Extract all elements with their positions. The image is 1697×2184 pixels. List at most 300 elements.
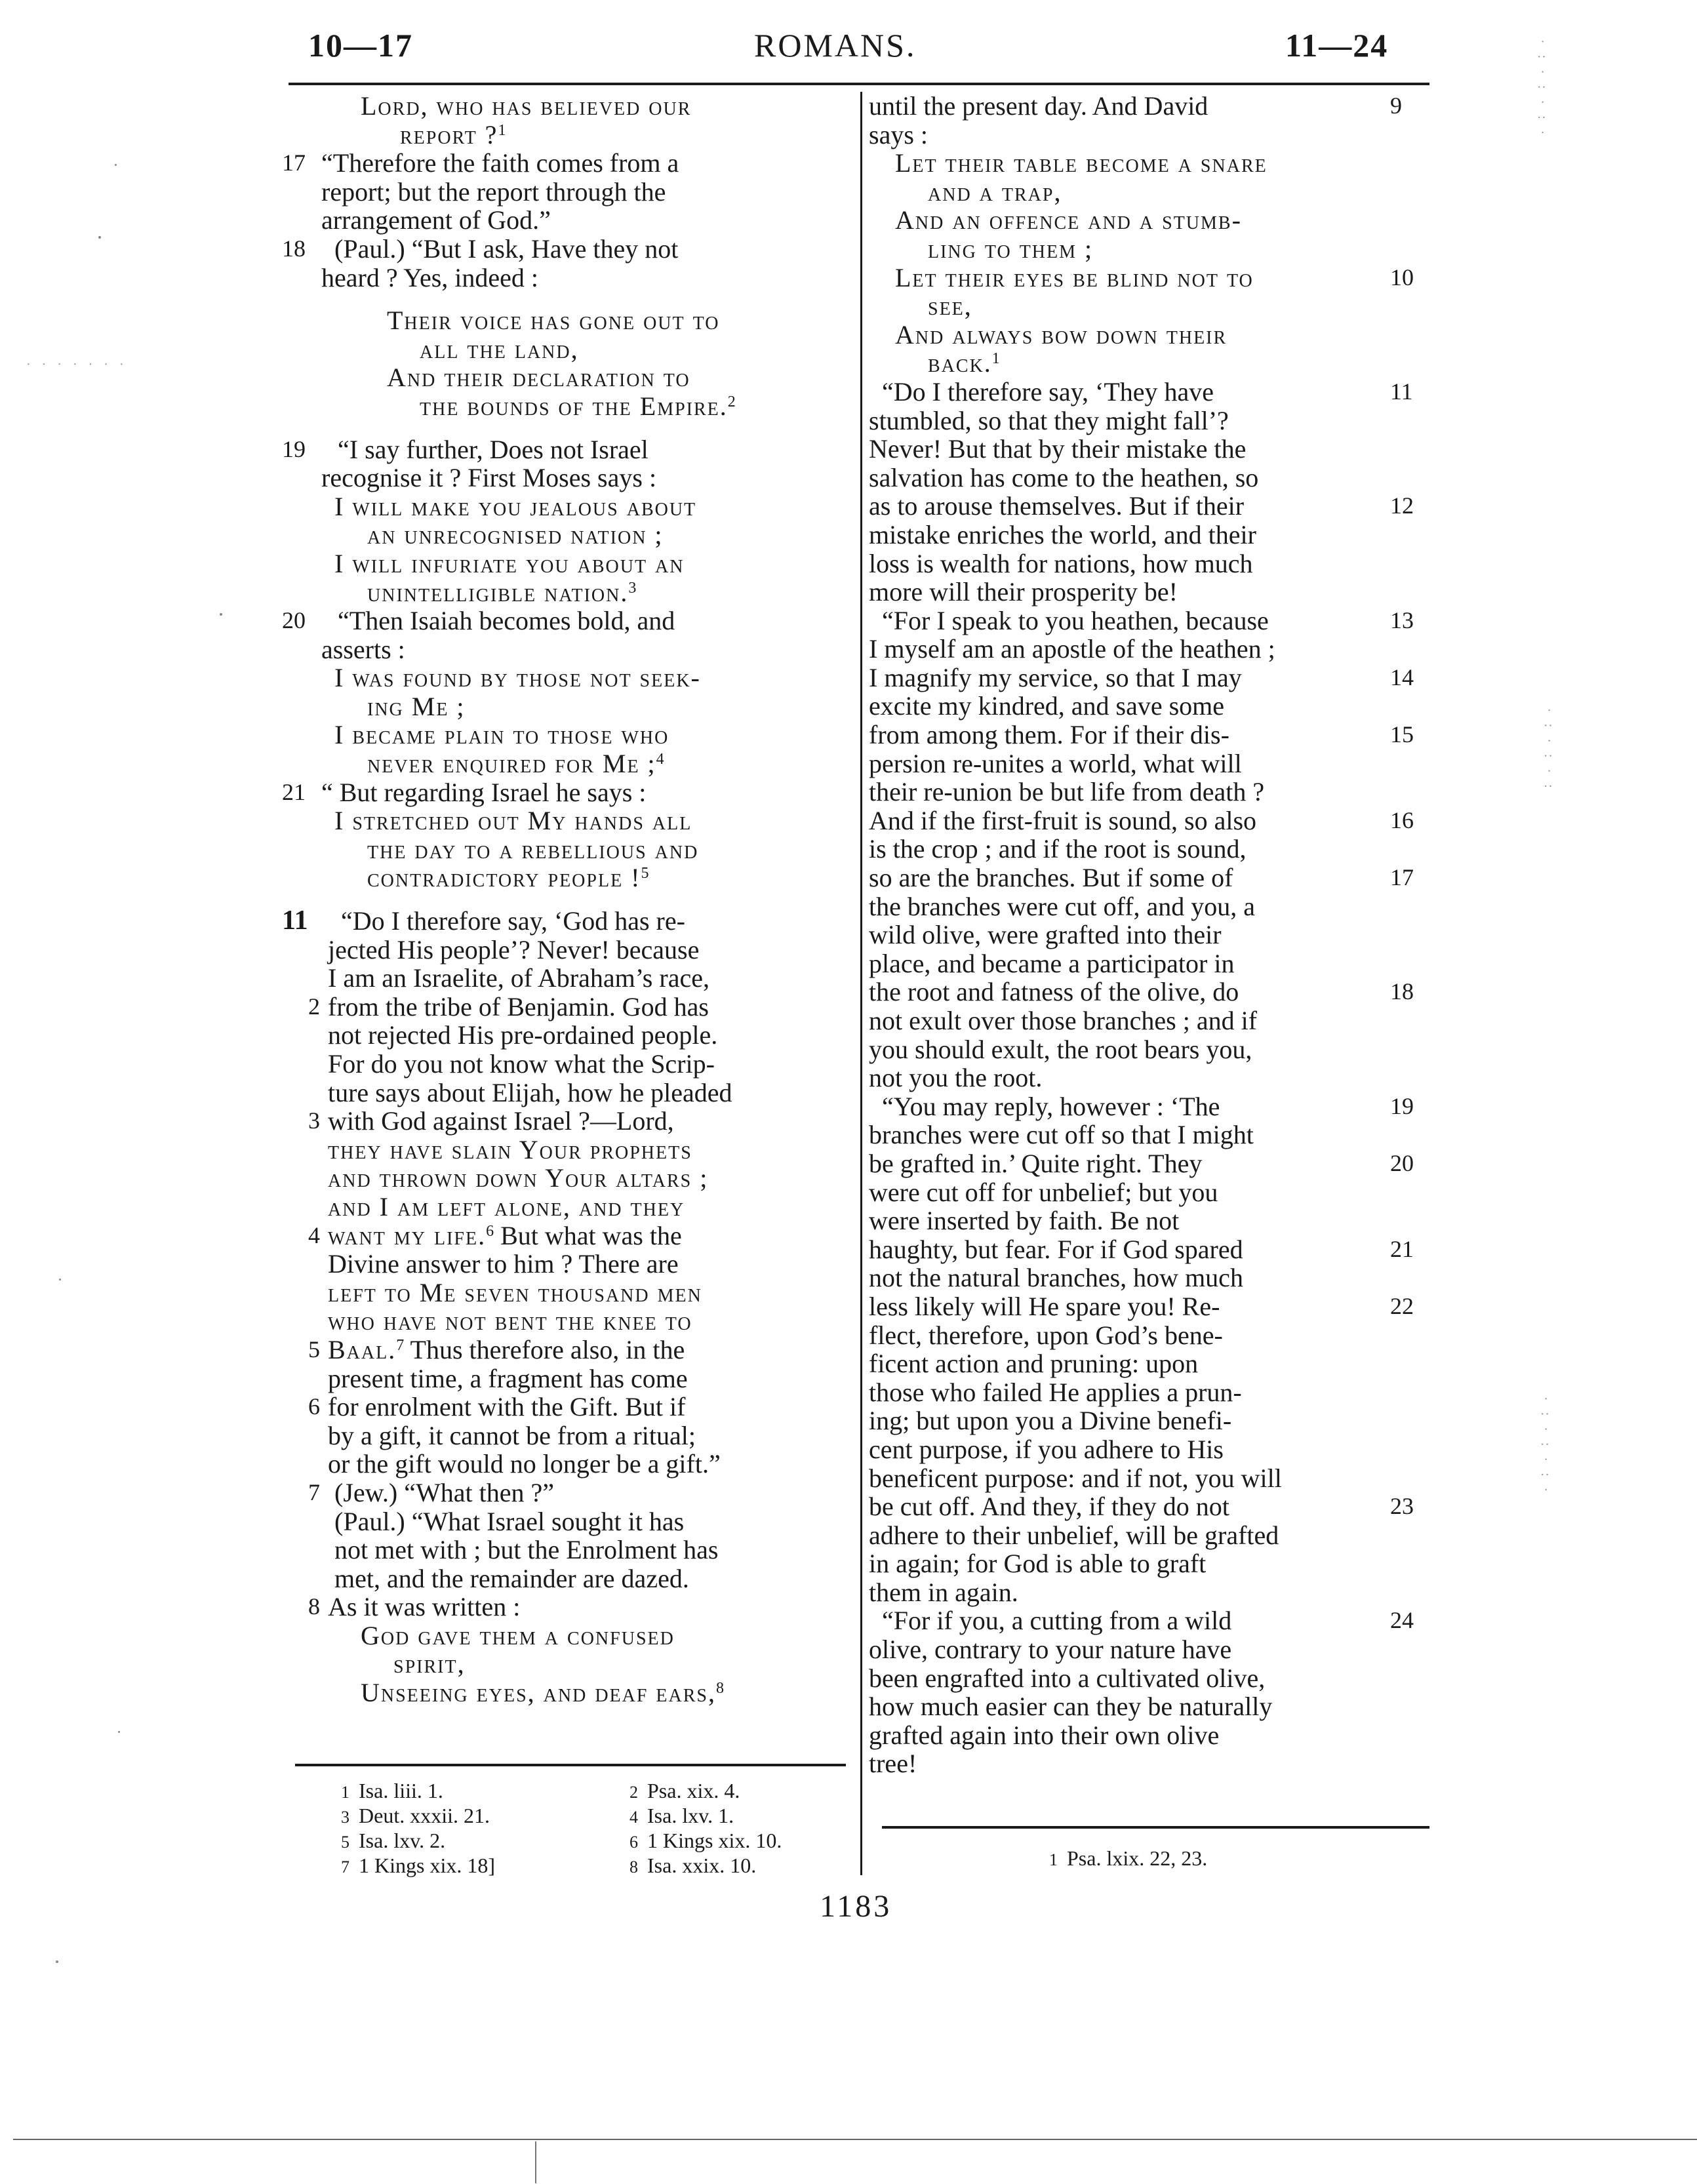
scripture-quote-text: back.$^1$ — [928, 348, 1001, 378]
footnote-marker: 7 — [396, 1336, 405, 1354]
text-line — [269, 1479, 846, 1507]
text-line — [269, 1650, 846, 1678]
paragraph-gap — [269, 892, 846, 907]
text-line — [869, 606, 1433, 635]
text-line — [869, 378, 1433, 407]
text-line — [269, 178, 846, 207]
scan-noise: · : · : · : · — [1538, 1397, 1553, 1496]
verse-number: 5 — [308, 1336, 320, 1362]
scripture-quote-text: unintelligible nation.$^3$ — [367, 577, 638, 607]
verse-number: 19 — [282, 435, 306, 462]
text-line — [869, 1549, 1433, 1578]
text-line — [269, 1450, 846, 1479]
text-line — [869, 206, 1433, 235]
line-text: the branches were cut off, and you, a — [869, 891, 1256, 921]
text-line — [269, 1136, 846, 1164]
text-line — [869, 1521, 1433, 1550]
line-text: Divine answer to him ? There are — [328, 1249, 679, 1279]
line-text: is the crop ; and if the root is sound, — [869, 834, 1247, 864]
scripture-quote-text: I will make you jealous about — [334, 491, 697, 521]
line-text: jected His people’? Never! because — [328, 934, 700, 964]
scripture-quote-text: I will infuriate you about an — [334, 548, 685, 578]
text-line — [869, 1121, 1433, 1149]
verse-number: 3 — [308, 1107, 320, 1134]
footnote-marker: 1 — [991, 350, 1001, 368]
scripture-quote-text: Lord, who has believed our — [361, 91, 692, 121]
scripture-quote-text: the bounds of the Empire.$^2$ — [420, 391, 737, 421]
footnote-entry — [629, 1778, 740, 1805]
text-line — [269, 392, 846, 421]
verse-number: 22 — [1390, 1292, 1414, 1319]
text-line — [869, 1206, 1433, 1235]
text-line — [869, 264, 1433, 292]
verse-number: 19 — [1390, 1092, 1414, 1119]
line-text: “I say further, Does not Israel — [338, 434, 649, 464]
footnote-mark: 2 — [629, 1783, 638, 1802]
line-text: be cut off. And they, if they do not — [869, 1492, 1229, 1522]
scan-speck — [220, 613, 222, 616]
verse-number: 21 — [282, 778, 306, 805]
footnote-entry — [341, 1828, 445, 1855]
line-text: more will their prosperity be! — [869, 577, 1178, 607]
text-line — [869, 721, 1433, 749]
footnote-reference: Isa. lxv. 2. — [359, 1829, 446, 1852]
scripture-quote-text: Unseeing eyes, and deaf ears,$^8$ — [361, 1678, 726, 1708]
text-line — [869, 1378, 1433, 1407]
text-line — [869, 521, 1433, 549]
verse-number: 8 — [308, 1593, 320, 1620]
line-text: “You may reply, however : ‘The — [882, 1091, 1220, 1121]
line-text: (Paul.) “What Israel sought it has — [334, 1506, 685, 1536]
line-text: in again; for God is able to graft — [869, 1549, 1207, 1579]
line-text: Never! But that by their mistake the — [869, 434, 1247, 464]
line-text: haughty, but fear. For if God spared — [869, 1234, 1243, 1264]
text-line — [269, 835, 846, 864]
line-text: salvation has come to the heathen, so — [869, 462, 1259, 492]
scripture-quote-text: spirit, — [393, 1649, 466, 1679]
line-text: As it was written : — [328, 1592, 521, 1622]
line-text: for enrolment with the Gift. But if — [328, 1392, 686, 1422]
scripture-quote-text: Their voice has gone out to — [387, 306, 720, 336]
line-text: want my life.$^6$ But what was the — [328, 1220, 682, 1250]
text-line — [269, 1336, 846, 1364]
right-footnote-rule — [882, 1826, 1429, 1829]
verse-number: 11 — [282, 905, 308, 936]
verse-number: 12 — [1390, 492, 1414, 519]
footnote-marker: 1 — [498, 121, 508, 139]
text-line — [869, 1406, 1433, 1435]
text-line — [269, 206, 846, 235]
text-line — [869, 1492, 1433, 1521]
line-text: were inserted by faith. Be not — [869, 1206, 1180, 1236]
text-line — [269, 806, 846, 835]
scan-speck — [115, 164, 117, 166]
text-line — [269, 664, 846, 692]
verse-number: 20 — [282, 607, 306, 634]
scripture-quote-text: And their declaration to — [387, 363, 690, 393]
left-footnote-rule — [295, 1764, 846, 1766]
line-text: “Then Isaiah becomes bold, and — [338, 606, 675, 636]
line-text: “For I speak to you heathen, because — [882, 605, 1269, 635]
scripture-quote-text: ing Me ; — [367, 691, 466, 721]
text-line — [869, 1292, 1433, 1321]
text-line — [269, 907, 846, 936]
line-text: I magnify my service, so that I may — [869, 662, 1242, 692]
footnote-entry — [341, 1778, 443, 1805]
text-line — [269, 1021, 846, 1050]
line-text: says : — [869, 119, 928, 149]
footnote-entry — [629, 1803, 734, 1830]
line-text: (Paul.) “But I ask, Have they not — [334, 233, 679, 264]
footnote-reference: Isa. lxv. 1. — [647, 1804, 734, 1827]
text-line — [269, 1421, 846, 1450]
verse-number: 6 — [308, 1393, 320, 1420]
line-text: flect, therefore, upon God’s bene- — [869, 1320, 1223, 1350]
scripture-quote-text: left to Me seven thousand men — [328, 1277, 702, 1307]
text-line — [869, 835, 1433, 864]
line-text: “Do I therefore say, ‘God has re- — [341, 906, 685, 936]
text-line — [269, 1079, 846, 1107]
text-line — [869, 664, 1433, 692]
footnote-entry — [341, 1853, 495, 1880]
footnote-entry — [1049, 1846, 1207, 1873]
text-line — [869, 121, 1433, 149]
header-chapter-range-right: 11—24 — [1285, 27, 1389, 64]
header-rule — [289, 83, 1429, 85]
text-line — [869, 1664, 1433, 1693]
verse-number: 16 — [1390, 806, 1414, 833]
scripture-quote-text: Let their eyes be blind not to — [895, 262, 1254, 292]
scripture-quote-text: and thrown down Your altars ; — [328, 1163, 709, 1193]
text-line — [869, 1749, 1433, 1778]
text-line — [269, 864, 846, 892]
text-line — [869, 1006, 1433, 1035]
footnote-reference: Psa. lxix. 22, 23. — [1067, 1846, 1208, 1870]
text-line — [269, 993, 846, 1022]
line-text: persion re-unites a world, what will — [869, 748, 1242, 778]
scripture-quote-text: I was found by those not seek- — [334, 663, 701, 693]
text-line — [869, 1464, 1433, 1493]
footnote-marker: 3 — [628, 579, 638, 597]
text-line — [269, 235, 846, 264]
text-line — [869, 92, 1433, 121]
scripture-quote-text: contradictory people !$^5$ — [367, 863, 650, 893]
scripture-quote-text: see, — [928, 291, 972, 321]
verse-number: 15 — [1390, 721, 1414, 748]
footnote-reference: 1 Kings xix. 18] — [359, 1854, 495, 1877]
text-line — [869, 1721, 1433, 1750]
scan-edge-tick — [535, 2141, 536, 2183]
verse-number: 13 — [1390, 606, 1414, 633]
text-line — [269, 1621, 846, 1650]
line-text: you should exult, the root bears you, — [869, 1034, 1252, 1064]
paragraph-gap — [269, 421, 846, 435]
line-text: cent purpose, if you adhere to His — [869, 1434, 1224, 1464]
line-text: stumbled, so that they might fall’? — [869, 405, 1229, 435]
scripture-quote-text: and I am left alone, and they — [328, 1191, 685, 1221]
footnote-reference: Isa. xxix. 10. — [647, 1854, 757, 1877]
line-text: grafted again into their own olive — [869, 1720, 1220, 1750]
scan-edge-line — [13, 2139, 1697, 2140]
text-line — [869, 778, 1433, 806]
verse-number: 14 — [1390, 664, 1414, 690]
line-text: wild olive, were grafted into their — [869, 920, 1222, 950]
paragraph-gap — [269, 292, 846, 306]
text-line — [269, 1678, 846, 1707]
line-text: place, and became a participator in — [869, 948, 1235, 978]
scripture-quote-text: ling to them ; — [928, 233, 1094, 264]
line-text: not exult over those branches ; and if — [869, 1006, 1258, 1035]
line-text: olive, contrary to your nature have — [869, 1635, 1232, 1665]
scripture-quote-text: they have slain Your prophets — [328, 1134, 692, 1164]
text-line — [869, 1063, 1433, 1092]
line-text: were cut off for unbelief; but you — [869, 1177, 1218, 1207]
scripture-quote-text: Let their table become a snare — [895, 148, 1268, 178]
footnote-reference: 1 Kings xix. 10. — [647, 1829, 782, 1852]
text-line — [269, 1050, 846, 1079]
footnote-mark: 3 — [341, 1808, 349, 1827]
text-line — [869, 1263, 1433, 1292]
text-line — [869, 349, 1433, 378]
verse-number: 4 — [308, 1221, 320, 1248]
verse-number: 2 — [308, 993, 320, 1020]
verse-number: 10 — [1390, 264, 1414, 290]
line-text: from the tribe of Benjamin. God has — [328, 991, 709, 1022]
right-text-column — [869, 92, 1433, 1778]
verse-number: 17 — [282, 149, 306, 176]
text-line — [869, 1235, 1433, 1264]
line-text: not met with ; but the Enrolment has — [334, 1535, 719, 1565]
text-line — [269, 306, 846, 335]
text-line — [869, 1092, 1433, 1121]
text-line — [269, 1193, 846, 1221]
line-text: ing; but upon you a Divine benefi- — [869, 1406, 1232, 1436]
footnote-marker: 6 — [486, 1222, 494, 1240]
line-text: present time, a fragment has come — [328, 1363, 688, 1393]
scan-noise: · : · : · : · — [1535, 39, 1549, 139]
text-line — [269, 606, 846, 635]
text-line — [869, 892, 1433, 921]
text-line — [269, 1393, 846, 1421]
text-line — [269, 492, 846, 521]
line-text: recognise it ? First Moses says : — [321, 463, 657, 493]
verse-number: 20 — [1390, 1149, 1414, 1176]
footnote-reference: Psa. xix. 4. — [647, 1779, 740, 1802]
scripture-quote-text: And always bow down their — [895, 319, 1228, 349]
line-text: tree! — [869, 1749, 917, 1779]
header-chapter-range-left: 10—17 — [308, 27, 413, 64]
footnote-marker: 2 — [727, 393, 737, 410]
scripture-quote-text: and a trap, — [928, 176, 1062, 207]
text-line — [869, 435, 1433, 464]
line-text: or the gift would no longer be a gift.” — [328, 1449, 721, 1479]
text-line — [269, 1279, 846, 1307]
text-line — [269, 264, 846, 292]
scripture-quote-text: report ?$^1$ — [400, 119, 508, 149]
scripture-quote-text: who have not bent the knee to — [328, 1306, 692, 1336]
footnote-entry — [629, 1828, 782, 1855]
line-text: (Jew.) “What then ?” — [334, 1477, 554, 1507]
left-text-column — [269, 92, 846, 1707]
line-text: how much easier can they be naturally — [869, 1692, 1273, 1722]
line-text: ficent action and pruning: upon — [869, 1349, 1199, 1379]
text-line — [869, 692, 1433, 721]
line-text: “ But regarding Israel he says : — [321, 777, 647, 807]
footnote-marker: 4 — [656, 751, 666, 768]
text-line — [869, 549, 1433, 578]
footnote-mark: 1 — [341, 1783, 349, 1802]
footnote-marker: 8 — [716, 1680, 726, 1698]
footnote-mark: 4 — [629, 1808, 638, 1827]
line-text: branches were cut off so that I might — [869, 1120, 1254, 1150]
text-line — [269, 92, 846, 121]
text-line — [269, 363, 846, 392]
verse-number: 21 — [1390, 1235, 1414, 1262]
line-text: from among them. For if their dis- — [869, 720, 1229, 750]
verse-number: 18 — [282, 235, 306, 262]
line-text: loss is wealth for nations, how much — [869, 548, 1253, 578]
footnote-mark: 1 — [1049, 1850, 1058, 1869]
line-text: them in again. — [869, 1577, 1018, 1607]
text-line — [269, 1364, 846, 1393]
line-text: heard ? Yes, indeed : — [321, 262, 539, 292]
line-text: not rejected His pre-ordained people. — [328, 1020, 718, 1050]
scripture-quote-text: God gave them a confused — [361, 1620, 675, 1650]
scan-speck — [56, 1960, 58, 1963]
line-text: report; but the report through the — [321, 176, 666, 207]
column-divider — [860, 92, 862, 1875]
verse-number: 7 — [308, 1479, 320, 1505]
text-line — [269, 1593, 846, 1621]
text-line — [269, 435, 846, 464]
scan-speck — [59, 1279, 61, 1281]
line-text: until the present day. And David — [869, 91, 1208, 121]
text-line — [869, 149, 1433, 178]
scripture-quote-text: I stretched out My hands all — [334, 806, 692, 836]
line-text: their re-union be but life from death ? — [869, 777, 1265, 807]
line-text: And if the first-fruit is sound, so also — [869, 805, 1257, 835]
footnote-entry — [629, 1853, 756, 1880]
line-text: met, and the remainder are dazed. — [334, 1563, 689, 1593]
line-text: adhere to their unbelief, will be grafted — [869, 1520, 1279, 1550]
text-line — [869, 978, 1433, 1006]
line-text: as to arouse themselves. But if their — [869, 491, 1245, 521]
text-line — [269, 1107, 846, 1136]
text-line — [269, 1164, 846, 1193]
text-line — [869, 1606, 1433, 1635]
verse-number: 17 — [1390, 864, 1414, 891]
text-line — [869, 749, 1433, 778]
footnote-mark: 6 — [629, 1833, 638, 1852]
text-line — [269, 1564, 846, 1593]
line-text: asserts : — [321, 634, 405, 664]
footnote-marker: 5 — [641, 865, 650, 883]
footnote-reference: Deut. xxxii. 21. — [359, 1804, 490, 1827]
footnote-reference: Isa. liii. 1. — [359, 1779, 443, 1802]
text-line — [869, 1635, 1433, 1664]
text-line — [269, 964, 846, 993]
line-text: with God against Israel ?—Lord, — [328, 1106, 674, 1136]
scripture-quote-text: all the land, — [420, 334, 579, 364]
line-text: Baal.$^7$ Thus therefore also, in the — [328, 1334, 685, 1364]
text-line — [269, 778, 846, 807]
line-text: ture says about Elijah, how he pleaded — [328, 1077, 732, 1107]
scan-noise: · : · : · : — [1542, 708, 1556, 792]
scripture-quote-text: an unrecognised nation ; — [367, 520, 664, 550]
footnote-mark: 8 — [629, 1857, 638, 1876]
line-text: For do you not know what the Scrip- — [328, 1049, 715, 1079]
text-line — [869, 1435, 1433, 1464]
footnote-mark: 5 — [341, 1833, 349, 1852]
text-line — [269, 335, 846, 364]
verse-number: 9 — [1390, 92, 1402, 119]
text-line — [269, 578, 846, 607]
scan-speck — [98, 236, 101, 239]
text-line — [869, 1149, 1433, 1178]
text-line — [869, 806, 1433, 835]
line-text: by a gift, it cannot be from a ritual; — [328, 1420, 696, 1450]
line-text: “Do I therefore say, ‘They have — [882, 376, 1214, 407]
text-line — [869, 178, 1433, 207]
scripture-quote-text: never enquired for Me ;$^4$ — [367, 749, 666, 779]
text-line — [869, 407, 1433, 435]
line-text: not the natural branches, how much — [869, 1263, 1243, 1293]
text-line — [269, 121, 846, 149]
text-line — [269, 1307, 846, 1336]
scan-speck — [118, 1731, 120, 1733]
text-line — [869, 635, 1433, 664]
text-line — [869, 464, 1433, 492]
line-text: excite my kindred, and save some — [869, 691, 1225, 721]
verse-number: 11 — [1390, 378, 1413, 405]
text-line — [869, 578, 1433, 606]
line-text: the root and fatness of the olive, do — [869, 977, 1239, 1007]
text-line — [869, 1349, 1433, 1378]
text-line — [269, 1250, 846, 1279]
text-line — [269, 721, 846, 749]
text-line — [269, 149, 846, 178]
line-text: “Therefore the faith comes from a — [321, 148, 679, 178]
scripture-quote-text: And an offence and a stumb- — [895, 205, 1242, 235]
text-line — [269, 936, 846, 964]
text-line — [269, 464, 846, 492]
line-text: so are the branches. But if some of — [869, 863, 1233, 893]
line-text: mistake enriches the world, and their — [869, 519, 1256, 549]
line-text: beneficent purpose: and if not, you will — [869, 1463, 1282, 1493]
footnote-mark: 7 — [341, 1857, 349, 1876]
text-line — [269, 749, 846, 778]
scripture-quote-text: the day to a rebellious and — [367, 834, 699, 864]
line-text: arrangement of God.” — [321, 205, 551, 235]
text-line — [269, 549, 846, 578]
line-text: I myself am an apostle of the heathen ; — [869, 634, 1275, 664]
text-line — [869, 321, 1433, 349]
line-text: those who failed He applies a prun- — [869, 1377, 1242, 1407]
line-text: I am an Israelite, of Abraham’s race, — [328, 963, 709, 993]
text-line — [869, 1035, 1433, 1064]
header-book-title: ROMANS. — [754, 27, 917, 64]
text-line — [869, 1578, 1433, 1607]
text-line — [869, 292, 1433, 321]
text-line — [869, 492, 1433, 521]
page-number: 1183 — [820, 1889, 892, 1924]
line-text: not you the root. — [869, 1063, 1043, 1093]
line-text: be grafted in.’ Quite right. They — [869, 1148, 1203, 1178]
text-line — [869, 864, 1433, 892]
verse-number: 18 — [1390, 978, 1414, 1005]
footnote-entry — [341, 1803, 490, 1830]
text-line — [869, 1321, 1433, 1350]
